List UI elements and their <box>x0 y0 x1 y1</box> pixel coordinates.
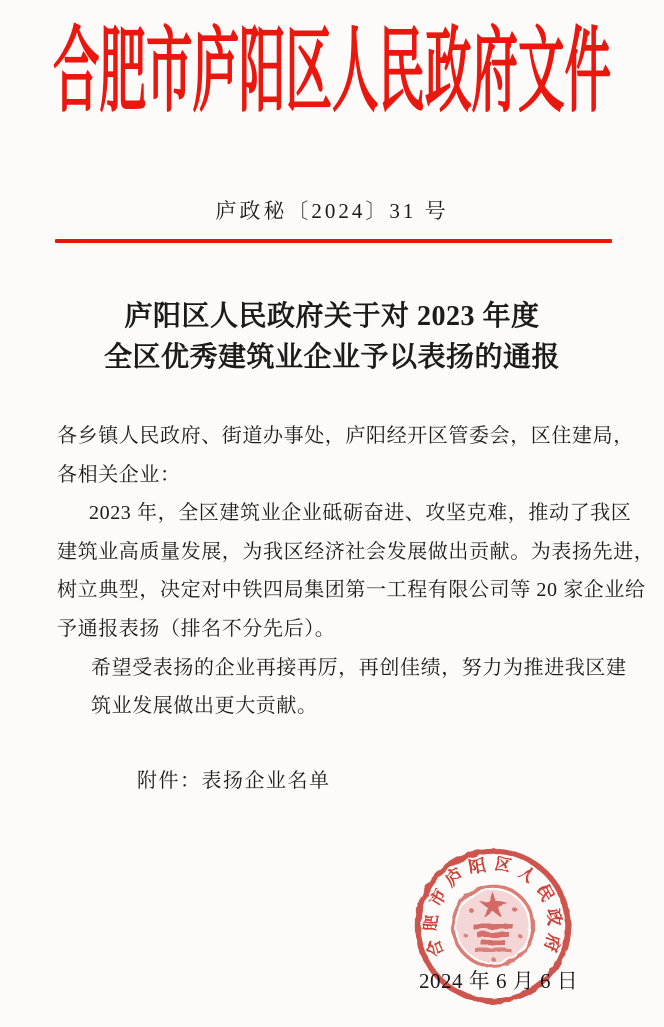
national-emblem-icon <box>453 886 533 966</box>
attachment-line: 附件：表扬企业名单 <box>137 770 331 792</box>
body-line: 各乡镇人民政府、街道办事处，庐阳经开区管委会，区住建局， <box>57 425 634 447</box>
document-body <box>57 417 655 726</box>
document-title-line1: 庐阳区人民政府关于对 2023 年度 <box>124 301 540 332</box>
body-line: 树立典型，决定对中铁四局集团第一工程有限公司等 20 家企业给 <box>57 579 646 602</box>
document-date: 2024 年 6 月 6 日 <box>419 969 579 993</box>
document-number: 庐政秘〔2024〕31 号 <box>215 199 449 223</box>
document-title <box>0 296 664 378</box>
body-line: 建筑业高质量发展，为我区经济社会发展做出贡献。为表扬先进， <box>57 540 655 563</box>
body-line: 各相关企业： <box>57 463 181 486</box>
red-divider-line <box>55 239 612 243</box>
red-header-title: 合肥市庐阳区人民政府文件 <box>53 21 611 124</box>
body-line: 2023 年，全区建筑业企业砥砺奋进、攻坚克难，推动了我区 <box>89 502 632 525</box>
seal-curved-text: 合肥市庐阳区人民政府 <box>421 854 565 961</box>
red-header <box>0 21 664 130</box>
body-line: 希望受表扬的企业再接再厉，再创佳绩，努力为推进我区建 <box>91 656 627 679</box>
official-seal-icon <box>411 844 575 1008</box>
document-title-line2: 全区优秀建筑业企业予以表扬的通报 <box>103 342 560 373</box>
body-line: 筑业发展做出更大贡献。 <box>91 695 318 718</box>
body-line: 予通报表扬（排名不分先后）。 <box>57 617 336 640</box>
